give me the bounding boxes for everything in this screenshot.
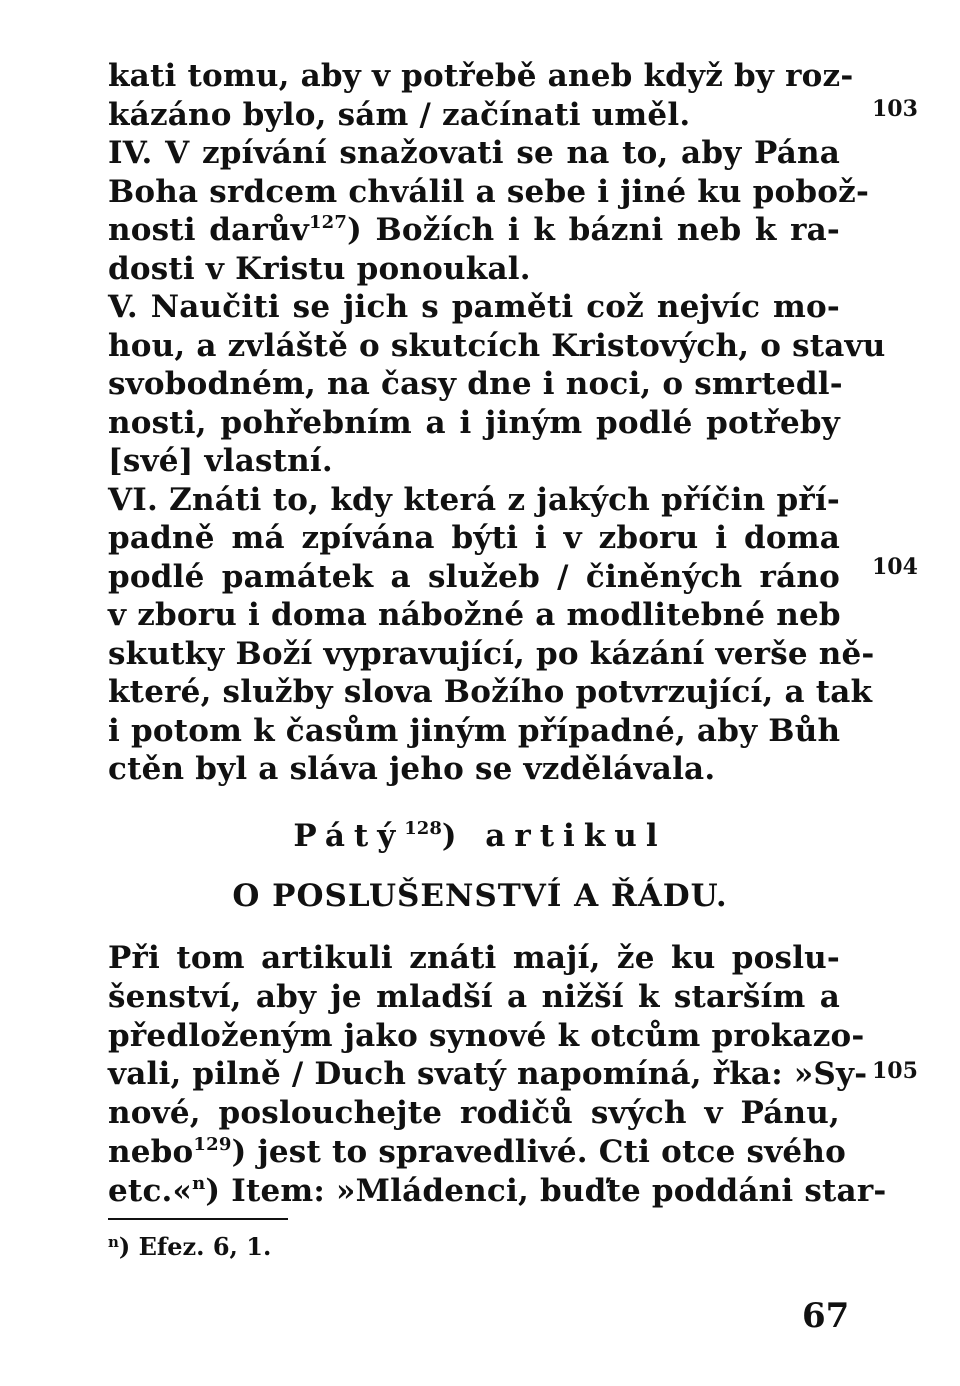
text-line: kázáno bylo, sám / začínati uměl. [108, 96, 691, 133]
text-line: šenství, aby je mladší a nižší k starším a [108, 978, 840, 1015]
text-fragment: nosti darův [108, 212, 309, 248]
footnote-ref: 128 [404, 818, 442, 839]
text-line: které, služby slova Božího potvrzující, a tak [108, 674, 873, 710]
text-fragment: ) jest to spravedlivé. Cti otce svého [231, 1134, 846, 1170]
page-number: 67 [802, 1296, 850, 1336]
footnote-ref: 127 [308, 212, 348, 233]
text-fragment: nebo [108, 1134, 194, 1170]
text-line: ctěn byl a sláva jeho se vzdělávala. [108, 751, 716, 787]
text-line: skutky Boží vypravující, po kázání verše ně- [108, 635, 875, 672]
text-line: v zboru i doma nábožné a modlitebné neb [108, 597, 841, 633]
text-line: svobodném, na časy dne i noci, o smrtedl- [108, 366, 843, 402]
margin-number: 104 [872, 554, 918, 580]
footnote-text: ) Efez. 6, 1. [118, 1232, 272, 1261]
text-line: předloženým jako synové k otcům prokazo- [108, 1017, 865, 1054]
text-line [108, 1132, 846, 1172]
text-line [108, 210, 840, 250]
text-line: hou, a zvláště o skutcích Kristových, o stavu [108, 327, 886, 364]
text-fragment: ) Item: »Mládenci, buďte poddáni star- [205, 1172, 887, 1209]
text-line: [své] vlastní. [108, 443, 333, 479]
text-line: dosti v Kristu ponoukal. [108, 250, 531, 287]
margin-number: 103 [872, 96, 918, 122]
article-label-word: Pátý [293, 818, 405, 854]
text-line: VI. Znáti to, kdy která z jakých příčin pří- [108, 481, 840, 518]
footnote-ref: 129 [193, 1134, 232, 1155]
text-line: kati tomu, aby v potřebě aneb když by roz- [108, 58, 854, 94]
text-line [108, 1171, 887, 1211]
footnote-ref: n [192, 1172, 206, 1194]
footnote [108, 1232, 271, 1261]
text-line: Při tom artikuli znáti mají, že ku poslu- [108, 940, 840, 976]
text-line: nosti, pohřebním a i jiným podlé potřeby [108, 404, 840, 441]
text-line: V. Naučiti se jich s paměti což nejvíc mo- [108, 289, 840, 325]
text-line: padně má zpívána býti i v zboru i doma [108, 520, 840, 556]
text-fragment: ) Božích i k bázni neb k ra- [347, 212, 840, 248]
footnote-marker: n [108, 1233, 119, 1251]
text-line: podlé památek a služeb / činěných ráno [108, 558, 840, 595]
margin-number: 105 [872, 1058, 918, 1084]
text-line: Boha srdcem chválil a sebe i jiné ku pobož- [108, 173, 870, 210]
text-line: nové, poslouchejte rodičů svých v Pánu, [108, 1095, 840, 1132]
text-fragment: etc.« [108, 1172, 193, 1209]
text-line: i potom k časům jiným případné, aby Bůh [108, 712, 841, 749]
article-label-rest: ) artikul [441, 818, 667, 854]
footnote-divider [108, 1218, 288, 1220]
text-line: IV. V zpívání snažovati se na to, aby Pána [108, 135, 840, 171]
text-line: vali, pilně / Duch svatý napomíná, řka: »Sy- [108, 1056, 868, 1093]
article-label [0, 818, 960, 854]
article-title: O POSLUŠENSTVÍ A ŘÁDU. [232, 878, 728, 914]
